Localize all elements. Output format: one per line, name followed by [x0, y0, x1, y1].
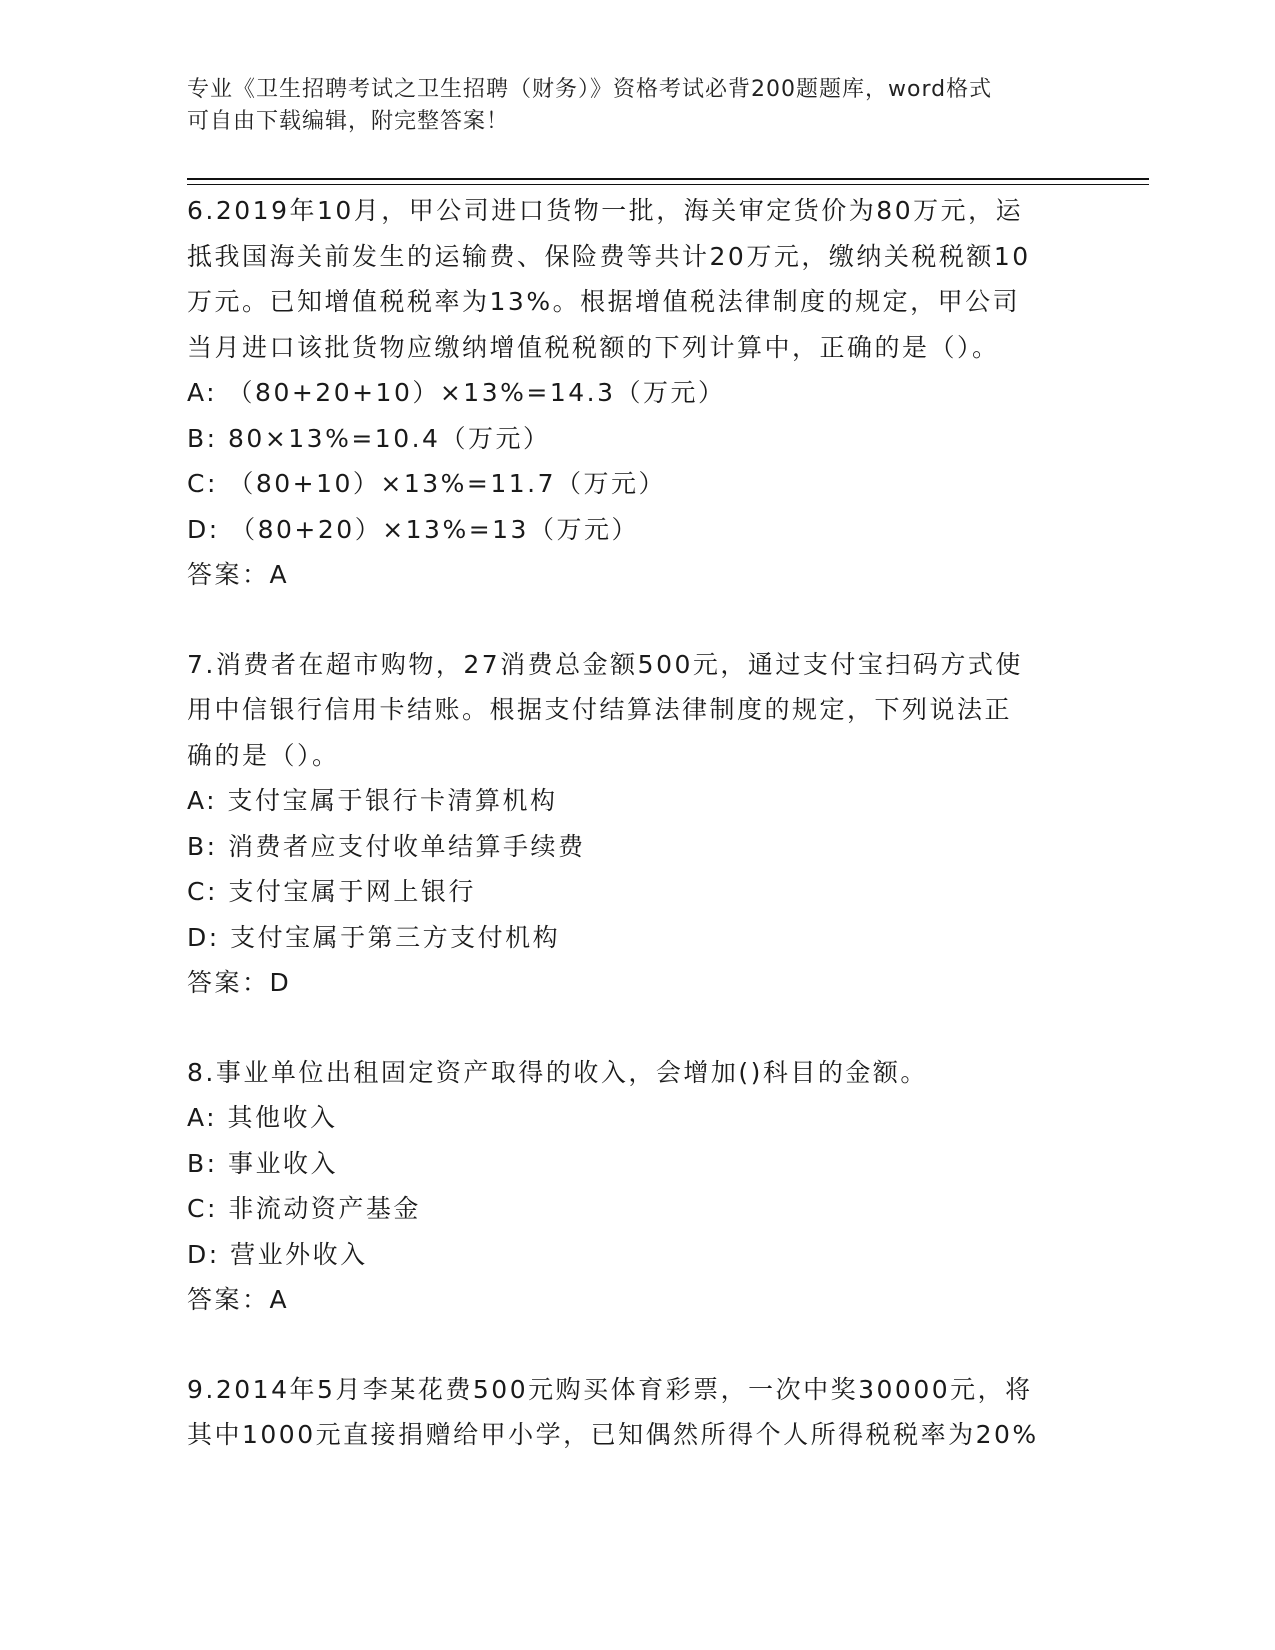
question-stem-line: 9.2014年5月李某花费500元购买体育彩票，一次中奖30000元，将: [187, 1374, 1033, 1404]
answer-line: 答案：A: [187, 1285, 290, 1314]
question-list: [187, 188, 1087, 1458]
option-b: B: 80×13%=10.4（万元）: [187, 423, 551, 453]
option-d: D: 支付宝属于第三方支付机构: [187, 922, 561, 952]
question-stem-line: 确的是（）。: [187, 740, 340, 770]
option-a: A: 支付宝属于银行卡清算机构: [187, 786, 558, 815]
option-b: B: 消费者应支付收单结算手续费: [187, 831, 586, 861]
question-stem-line: 7.消费者在超市购物，27消费总金额500元，通过支付宝扫码方式使: [187, 649, 1023, 679]
option-a: A: （80+20+10）×13%=14.3（万元）: [187, 378, 726, 407]
header-line-1: 专业《卫生招聘考试之卫生招聘（财务）》资格考试必背200题题库，word格式: [187, 77, 993, 102]
question-block: [187, 1367, 1087, 1458]
question-block: [187, 642, 1087, 1006]
question-stem-line: 其中1000元直接捐赠给甲小学，已知偶然所得个人所得税税率为20%: [187, 1420, 1039, 1449]
spacer: [187, 598, 1087, 642]
question-stem-line: 用中信银行信用卡结账。根据支付结算法律制度的规定，下列说法正: [187, 695, 1013, 724]
header-line-2: 可自由下载编辑，附完整答案！: [187, 109, 510, 134]
answer-line: 答案：D: [187, 968, 292, 997]
header-rule-thick: [187, 178, 1149, 180]
option-a: A: 其他收入: [187, 1103, 338, 1132]
question-block: [187, 188, 1087, 598]
option-c: C: （80+10）×13%=11.7（万元）: [187, 469, 667, 498]
spacer: [187, 1006, 1087, 1050]
question-stem-line: 当月进口该批货物应缴纳增值税税额的下列计算中，正确的是（）。: [187, 332, 1000, 362]
option-d: D: （80+20）×13%=13（万元）: [187, 514, 639, 544]
document-header: [187, 74, 1067, 138]
option-b: B: 事业收入: [187, 1148, 339, 1178]
question-stem-line: 8.事业单位出租固定资产取得的收入，会增加()科目的金额。: [187, 1057, 928, 1087]
option-c: C: 非流动资产基金: [187, 1194, 421, 1223]
question-block: [187, 1050, 1087, 1323]
header-rule-thin: [187, 184, 1149, 185]
option-c: C: 支付宝属于网上银行: [187, 877, 476, 906]
question-stem-line: 6.2019年10月，甲公司进口货物一批，海关审定货价为80万元，运: [187, 196, 1024, 225]
question-stem-line: 万元。已知增值税税率为13%。根据增值税法律制度的规定，甲公司: [187, 287, 1021, 316]
question-stem-line: 抵我国海关前发生的运输费、保险费等共计20万元，缴纳关税税额10: [187, 241, 1031, 271]
spacer: [187, 1323, 1087, 1367]
option-d: D: 营业外收入: [187, 1239, 368, 1269]
answer-line: 答案：A: [187, 560, 290, 589]
